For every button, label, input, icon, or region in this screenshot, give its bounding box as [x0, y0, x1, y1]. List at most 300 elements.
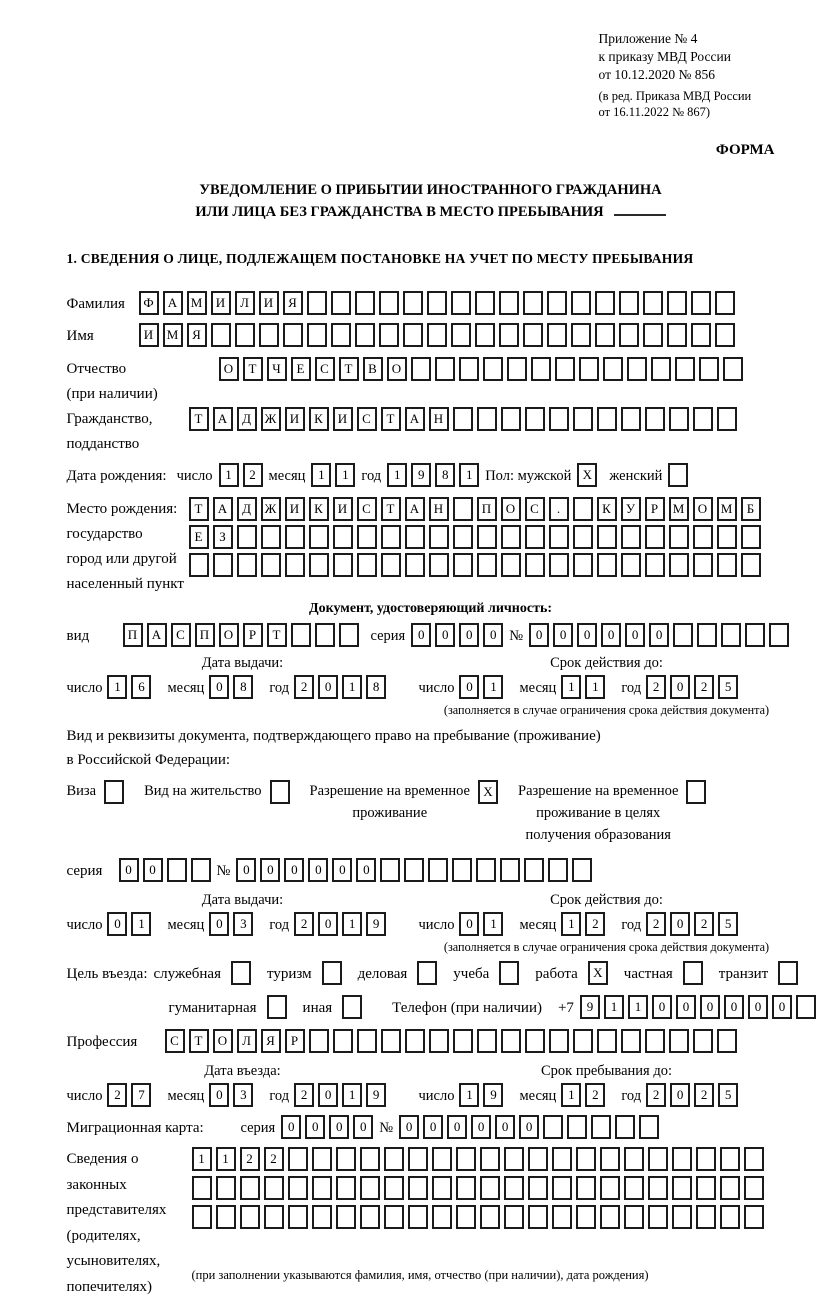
char-cell[interactable]: А [405, 407, 425, 431]
char-cell[interactable]: О [387, 357, 407, 381]
char-cell[interactable]: 1 [387, 463, 407, 487]
char-cell[interactable] [475, 323, 495, 347]
char-cell[interactable]: 0 [529, 623, 549, 647]
char-cell[interactable]: 1 [192, 1147, 212, 1171]
char-cell[interactable] [428, 858, 448, 882]
char-cell[interactable] [721, 623, 741, 647]
char-cell[interactable]: 0 [670, 1083, 690, 1107]
char-cell[interactable] [379, 291, 399, 315]
char-cell[interactable] [672, 1176, 692, 1200]
char-cell[interactable] [668, 463, 688, 487]
char-cell[interactable]: 0 [447, 1115, 467, 1139]
char-cell[interactable]: 2 [694, 912, 714, 936]
char-cell[interactable]: О [213, 1029, 233, 1053]
char-cell[interactable] [597, 1029, 617, 1053]
char-cell[interactable]: И [139, 323, 159, 347]
char-cell[interactable]: 0 [411, 623, 431, 647]
char-cell[interactable] [667, 291, 687, 315]
char-cell[interactable]: 2 [294, 912, 314, 936]
char-cell[interactable] [693, 1029, 713, 1053]
char-cell[interactable]: 0 [459, 912, 479, 936]
char-cell[interactable] [477, 553, 497, 577]
char-cell[interactable]: В [363, 357, 383, 381]
char-cell[interactable] [379, 323, 399, 347]
char-cell[interactable] [696, 1205, 716, 1229]
char-cell[interactable]: 1 [459, 463, 479, 487]
char-cell[interactable] [717, 1029, 737, 1053]
char-cell[interactable]: X [588, 961, 608, 985]
char-cell[interactable] [523, 291, 543, 315]
char-cell[interactable] [452, 858, 472, 882]
char-cell[interactable]: 1 [561, 912, 581, 936]
char-cell[interactable] [288, 1205, 308, 1229]
char-cell[interactable] [504, 1205, 524, 1229]
char-cell[interactable]: 1 [342, 675, 362, 699]
char-cell[interactable] [645, 407, 665, 431]
char-cell[interactable]: Л [237, 1029, 257, 1053]
residence-number-cells[interactable] [236, 858, 596, 882]
char-cell[interactable] [669, 407, 689, 431]
char-cell[interactable] [501, 407, 521, 431]
char-cell[interactable] [360, 1205, 380, 1229]
char-cell[interactable] [576, 1147, 596, 1171]
char-cell[interactable] [264, 1176, 284, 1200]
char-cell[interactable] [429, 553, 449, 577]
char-cell[interactable]: П [195, 623, 215, 647]
char-cell[interactable]: А [213, 407, 233, 431]
purpose-private-checkbox[interactable] [683, 961, 707, 985]
char-cell[interactable]: 0 [318, 1083, 338, 1107]
char-cell[interactable]: К [309, 407, 329, 431]
char-cell[interactable]: 0 [724, 995, 744, 1019]
char-cell[interactable]: 0 [332, 858, 352, 882]
char-cell[interactable]: 0 [601, 623, 621, 647]
char-cell[interactable] [261, 525, 281, 549]
char-cell[interactable] [285, 525, 305, 549]
char-cell[interactable] [339, 623, 359, 647]
char-cell[interactable] [579, 357, 599, 381]
char-cell[interactable]: П [477, 497, 497, 521]
char-cell[interactable]: Т [189, 497, 209, 521]
char-cell[interactable] [572, 858, 592, 882]
char-cell[interactable] [525, 1029, 545, 1053]
char-cell[interactable] [342, 995, 362, 1019]
issue-day-cells[interactable] [107, 675, 155, 699]
birth-year-cells[interactable] [387, 463, 483, 487]
char-cell[interactable] [459, 357, 479, 381]
char-cell[interactable]: 0 [577, 623, 597, 647]
purpose-other-checkbox[interactable] [342, 995, 366, 1019]
char-cell[interactable] [573, 497, 593, 521]
char-cell[interactable] [283, 323, 303, 347]
char-cell[interactable] [549, 1029, 569, 1053]
char-cell[interactable] [745, 623, 765, 647]
char-cell[interactable] [213, 553, 233, 577]
char-cell[interactable]: И [333, 407, 353, 431]
char-cell[interactable]: 2 [694, 1083, 714, 1107]
char-cell[interactable] [189, 553, 209, 577]
char-cell[interactable] [216, 1205, 236, 1229]
char-cell[interactable] [567, 1115, 587, 1139]
purpose-tourism-checkbox[interactable] [322, 961, 346, 985]
legal-reps-line2-cells[interactable] [192, 1176, 768, 1200]
legal-reps-line1-cells[interactable] [192, 1147, 768, 1171]
char-cell[interactable] [501, 525, 521, 549]
char-cell[interactable]: 3 [233, 1083, 253, 1107]
char-cell[interactable]: А [147, 623, 167, 647]
char-cell[interactable] [741, 525, 761, 549]
residence-issue-day-cells[interactable] [107, 912, 155, 936]
char-cell[interactable]: 0 [625, 623, 645, 647]
char-cell[interactable] [600, 1176, 620, 1200]
char-cell[interactable] [675, 357, 695, 381]
char-cell[interactable]: Л [235, 291, 255, 315]
char-cell[interactable] [573, 525, 593, 549]
char-cell[interactable] [453, 1029, 473, 1053]
char-cell[interactable]: Н [429, 497, 449, 521]
char-cell[interactable] [480, 1205, 500, 1229]
residence-valid-year-cells[interactable] [646, 912, 742, 936]
char-cell[interactable] [573, 407, 593, 431]
char-cell[interactable]: 3 [233, 912, 253, 936]
char-cell[interactable] [432, 1147, 452, 1171]
char-cell[interactable] [552, 1205, 572, 1229]
char-cell[interactable] [639, 1115, 659, 1139]
char-cell[interactable] [411, 357, 431, 381]
char-cell[interactable]: 1 [483, 675, 503, 699]
char-cell[interactable] [331, 291, 351, 315]
char-cell[interactable] [595, 291, 615, 315]
char-cell[interactable]: 2 [294, 675, 314, 699]
char-cell[interactable] [453, 497, 473, 521]
char-cell[interactable]: 0 [305, 1115, 325, 1139]
char-cell[interactable]: И [333, 497, 353, 521]
char-cell[interactable] [720, 1205, 740, 1229]
char-cell[interactable]: 1 [561, 675, 581, 699]
temp-permit-edu-checkbox[interactable] [686, 780, 710, 804]
char-cell[interactable] [451, 323, 471, 347]
char-cell[interactable]: 0 [652, 995, 672, 1019]
char-cell[interactable]: 0 [329, 1115, 349, 1139]
char-cell[interactable] [524, 858, 544, 882]
char-cell[interactable]: 0 [236, 858, 256, 882]
char-cell[interactable]: 9 [483, 1083, 503, 1107]
char-cell[interactable] [648, 1176, 668, 1200]
char-cell[interactable]: 9 [411, 463, 431, 487]
char-cell[interactable] [333, 553, 353, 577]
char-cell[interactable] [528, 1205, 548, 1229]
char-cell[interactable] [624, 1205, 644, 1229]
char-cell[interactable] [476, 858, 496, 882]
char-cell[interactable] [595, 323, 615, 347]
char-cell[interactable] [571, 323, 591, 347]
doc-series-cells[interactable] [411, 623, 507, 647]
char-cell[interactable]: 1 [561, 1083, 581, 1107]
char-cell[interactable] [669, 1029, 689, 1053]
char-cell[interactable] [691, 291, 711, 315]
char-cell[interactable] [309, 1029, 329, 1053]
char-cell[interactable]: . [549, 497, 569, 521]
char-cell[interactable]: 0 [209, 1083, 229, 1107]
char-cell[interactable] [645, 1029, 665, 1053]
char-cell[interactable] [240, 1205, 260, 1229]
citizenship-cells[interactable] [189, 407, 741, 431]
char-cell[interactable] [717, 407, 737, 431]
char-cell[interactable] [696, 1176, 716, 1200]
char-cell[interactable] [453, 407, 473, 431]
char-cell[interactable]: 0 [260, 858, 280, 882]
char-cell[interactable] [384, 1176, 404, 1200]
char-cell[interactable]: Р [243, 623, 263, 647]
char-cell[interactable] [624, 1176, 644, 1200]
char-cell[interactable]: 1 [216, 1147, 236, 1171]
char-cell[interactable]: 0 [308, 858, 328, 882]
char-cell[interactable]: С [357, 497, 377, 521]
char-cell[interactable]: 0 [483, 623, 503, 647]
char-cell[interactable] [615, 1115, 635, 1139]
char-cell[interactable] [501, 1029, 521, 1053]
char-cell[interactable] [528, 1176, 548, 1200]
char-cell[interactable] [525, 525, 545, 549]
char-cell[interactable]: Н [429, 407, 449, 431]
char-cell[interactable]: И [285, 407, 305, 431]
char-cell[interactable] [693, 407, 713, 431]
char-cell[interactable]: Т [381, 497, 401, 521]
char-cell[interactable] [619, 291, 639, 315]
char-cell[interactable] [720, 1147, 740, 1171]
char-cell[interactable]: 0 [519, 1115, 539, 1139]
char-cell[interactable] [381, 1029, 401, 1053]
char-cell[interactable]: 8 [366, 675, 386, 699]
char-cell[interactable] [322, 961, 342, 985]
char-cell[interactable]: 1 [604, 995, 624, 1019]
visa-checkbox[interactable] [104, 780, 128, 804]
char-cell[interactable]: О [219, 357, 239, 381]
stay-month-cells[interactable] [561, 1083, 609, 1107]
char-cell[interactable]: X [478, 780, 498, 804]
birthplace-line1-cells[interactable] [189, 497, 765, 521]
char-cell[interactable] [525, 407, 545, 431]
char-cell[interactable] [357, 1029, 377, 1053]
char-cell[interactable] [597, 525, 617, 549]
firstname-cells[interactable] [139, 323, 739, 347]
char-cell[interactable]: З [213, 525, 233, 549]
char-cell[interactable] [405, 1029, 425, 1053]
char-cell[interactable] [573, 1029, 593, 1053]
char-cell[interactable]: 8 [233, 675, 253, 699]
char-cell[interactable]: 0 [209, 912, 229, 936]
char-cell[interactable]: 1 [107, 675, 127, 699]
char-cell[interactable] [403, 323, 423, 347]
char-cell[interactable]: 2 [646, 912, 666, 936]
char-cell[interactable] [621, 407, 641, 431]
char-cell[interactable] [720, 1176, 740, 1200]
char-cell[interactable]: 1 [628, 995, 648, 1019]
char-cell[interactable]: 0 [553, 623, 573, 647]
char-cell[interactable] [360, 1176, 380, 1200]
char-cell[interactable]: Е [291, 357, 311, 381]
char-cell[interactable] [525, 553, 545, 577]
char-cell[interactable]: 2 [646, 675, 666, 699]
char-cell[interactable] [477, 407, 497, 431]
char-cell[interactable]: 0 [107, 912, 127, 936]
char-cell[interactable] [645, 553, 665, 577]
char-cell[interactable] [477, 525, 497, 549]
char-cell[interactable]: 0 [495, 1115, 515, 1139]
char-cell[interactable] [693, 553, 713, 577]
char-cell[interactable]: 0 [209, 675, 229, 699]
char-cell[interactable] [715, 323, 735, 347]
valid-month-cells[interactable] [561, 675, 609, 699]
char-cell[interactable] [192, 1176, 212, 1200]
char-cell[interactable] [744, 1205, 764, 1229]
char-cell[interactable] [591, 1115, 611, 1139]
char-cell[interactable] [600, 1147, 620, 1171]
char-cell[interactable] [500, 858, 520, 882]
migration-number-cells[interactable] [399, 1115, 663, 1139]
char-cell[interactable] [405, 525, 425, 549]
char-cell[interactable] [231, 961, 251, 985]
char-cell[interactable]: 0 [700, 995, 720, 1019]
char-cell[interactable]: Р [285, 1029, 305, 1053]
patronymic-cells[interactable] [219, 357, 747, 381]
char-cell[interactable]: С [171, 623, 191, 647]
char-cell[interactable]: 9 [366, 1083, 386, 1107]
char-cell[interactable] [499, 291, 519, 315]
char-cell[interactable]: Т [189, 407, 209, 431]
char-cell[interactable] [380, 858, 400, 882]
char-cell[interactable] [336, 1205, 356, 1229]
char-cell[interactable] [796, 995, 816, 1019]
char-cell[interactable] [192, 1205, 212, 1229]
char-cell[interactable]: 2 [107, 1083, 127, 1107]
char-cell[interactable] [507, 357, 527, 381]
char-cell[interactable]: Е [189, 525, 209, 549]
entry-day-cells[interactable] [107, 1083, 155, 1107]
char-cell[interactable] [648, 1205, 668, 1229]
char-cell[interactable] [191, 858, 211, 882]
char-cell[interactable] [686, 780, 706, 804]
char-cell[interactable]: 0 [459, 623, 479, 647]
char-cell[interactable] [744, 1147, 764, 1171]
char-cell[interactable] [624, 1147, 644, 1171]
char-cell[interactable] [309, 525, 329, 549]
char-cell[interactable]: А [163, 291, 183, 315]
char-cell[interactable] [480, 1176, 500, 1200]
char-cell[interactable]: X [577, 463, 597, 487]
char-cell[interactable] [600, 1205, 620, 1229]
char-cell[interactable]: Я [187, 323, 207, 347]
char-cell[interactable] [315, 623, 335, 647]
char-cell[interactable]: 1 [483, 912, 503, 936]
char-cell[interactable]: Р [645, 497, 665, 521]
phone-cells[interactable] [580, 995, 817, 1019]
char-cell[interactable] [312, 1176, 332, 1200]
char-cell[interactable] [309, 553, 329, 577]
char-cell[interactable] [552, 1147, 572, 1171]
char-cell[interactable] [621, 525, 641, 549]
char-cell[interactable]: 0 [399, 1115, 419, 1139]
char-cell[interactable]: 0 [471, 1115, 491, 1139]
char-cell[interactable]: 2 [694, 675, 714, 699]
char-cell[interactable]: С [525, 497, 545, 521]
char-cell[interactable] [333, 525, 353, 549]
migration-series-cells[interactable] [281, 1115, 377, 1139]
char-cell[interactable]: Ч [267, 357, 287, 381]
char-cell[interactable] [477, 1029, 497, 1053]
char-cell[interactable] [336, 1176, 356, 1200]
char-cell[interactable] [573, 553, 593, 577]
char-cell[interactable] [648, 1147, 668, 1171]
residence-issue-year-cells[interactable] [294, 912, 390, 936]
char-cell[interactable] [355, 291, 375, 315]
char-cell[interactable] [167, 858, 187, 882]
char-cell[interactable] [643, 291, 663, 315]
doc-kind-cells[interactable] [123, 623, 363, 647]
char-cell[interactable]: Б [741, 497, 761, 521]
char-cell[interactable] [504, 1176, 524, 1200]
char-cell[interactable]: И [259, 291, 279, 315]
char-cell[interactable] [312, 1205, 332, 1229]
char-cell[interactable] [432, 1205, 452, 1229]
char-cell[interactable] [288, 1176, 308, 1200]
issue-year-cells[interactable] [294, 675, 390, 699]
char-cell[interactable]: 5 [718, 675, 738, 699]
char-cell[interactable] [307, 291, 327, 315]
char-cell[interactable] [501, 553, 521, 577]
char-cell[interactable]: 6 [131, 675, 151, 699]
char-cell[interactable]: Д [237, 407, 257, 431]
char-cell[interactable] [211, 323, 231, 347]
char-cell[interactable] [696, 1147, 716, 1171]
char-cell[interactable] [333, 1029, 353, 1053]
char-cell[interactable] [547, 291, 567, 315]
birthplace-line3-cells[interactable] [189, 553, 765, 577]
profession-cells[interactable] [165, 1029, 741, 1053]
char-cell[interactable] [699, 357, 719, 381]
char-cell[interactable] [667, 323, 687, 347]
char-cell[interactable]: Т [189, 1029, 209, 1053]
char-cell[interactable] [427, 291, 447, 315]
purpose-official-checkbox[interactable] [231, 961, 255, 985]
char-cell[interactable]: 1 [459, 1083, 479, 1107]
char-cell[interactable] [669, 553, 689, 577]
char-cell[interactable] [312, 1147, 332, 1171]
char-cell[interactable] [429, 1029, 449, 1053]
entry-year-cells[interactable] [294, 1083, 390, 1107]
char-cell[interactable] [331, 323, 351, 347]
char-cell[interactable]: М [717, 497, 737, 521]
char-cell[interactable] [417, 961, 437, 985]
char-cell[interactable]: 0 [143, 858, 163, 882]
char-cell[interactable] [267, 995, 287, 1019]
char-cell[interactable] [576, 1205, 596, 1229]
char-cell[interactable] [432, 1176, 452, 1200]
char-cell[interactable] [357, 525, 377, 549]
char-cell[interactable] [621, 1029, 641, 1053]
char-cell[interactable] [531, 357, 551, 381]
valid-year-cells[interactable] [646, 675, 742, 699]
char-cell[interactable]: 9 [580, 995, 600, 1019]
birth-day-cells[interactable] [219, 463, 267, 487]
char-cell[interactable]: А [213, 497, 233, 521]
char-cell[interactable]: Ф [139, 291, 159, 315]
char-cell[interactable] [235, 323, 255, 347]
char-cell[interactable]: 2 [294, 1083, 314, 1107]
char-cell[interactable]: У [621, 497, 641, 521]
char-cell[interactable] [504, 1147, 524, 1171]
char-cell[interactable]: 0 [649, 623, 669, 647]
